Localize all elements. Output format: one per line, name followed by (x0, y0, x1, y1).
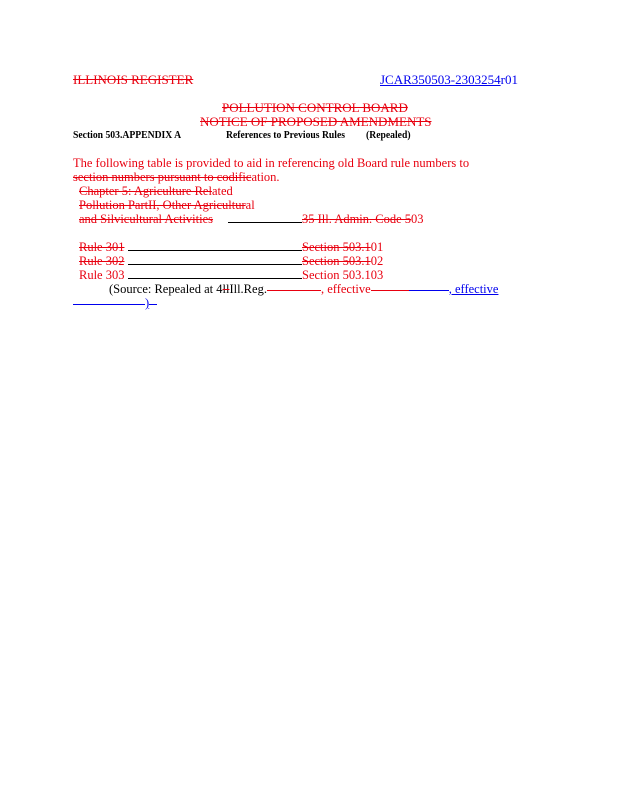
chapter-line-1: Chapter 5: Agriculture Related (79, 184, 233, 198)
chapter-line-2: Pollution PartII, Other Agricultural (79, 198, 255, 212)
source-effective-2: , effective (448, 282, 499, 296)
chapter-line-3: and Silvicultural Activities (79, 212, 214, 226)
chapter-leader-line (228, 222, 302, 223)
rule-row-3-label: Rule 303 (79, 268, 125, 282)
intro-line-1: The following table is provided to aid in referencing old Board rule numbers to (73, 156, 470, 170)
rule-row-3-leader (128, 278, 302, 279)
intro-struck-text: section numbers pursuant to codific (73, 170, 252, 184)
intro-line-2 (73, 170, 280, 185)
source-effective-1: , effective (320, 282, 371, 296)
notice-title: NOTICE OF PROPOSED AMENDMENTS (200, 114, 432, 129)
source-note (109, 282, 498, 297)
source-blank-1 (267, 290, 321, 291)
intro-tail-text: ation. (251, 170, 280, 184)
source-blank-2 (371, 290, 409, 291)
source-close-paren: ) (145, 296, 150, 310)
rule-row-2-label: Rule 302 (79, 254, 125, 268)
source-blank-4 (73, 304, 145, 305)
source-ireg: Ill.Reg. (229, 282, 267, 296)
rule-row-3-section: Section 503.103 (302, 268, 384, 282)
source-vol: ll (222, 282, 230, 296)
source-prefix: (Source: Repealed at 4 (109, 282, 223, 296)
rule-row-2-leader (128, 264, 302, 265)
source-blank-5 (149, 304, 157, 305)
jcar-id-main: JCAR350503-2303254 (380, 72, 501, 87)
jcar-id (380, 72, 518, 88)
rule-row-1-label: Rule 301 (79, 240, 125, 254)
chapter-ref: 35 Ill. Admin. Code 503 (302, 212, 424, 226)
rule-row-1-leader (128, 250, 302, 251)
source-blank-3 (409, 290, 449, 291)
rule-row-1-section: Section 503.101 (302, 240, 384, 254)
section-status: (Repealed) (366, 130, 411, 141)
section-title: References to Previous Rules (226, 130, 346, 141)
source-note-line-2 (73, 296, 157, 311)
rule-row-2-section: Section 503.102 (302, 254, 384, 268)
section-number: Section 503.APPENDIX A (73, 130, 182, 141)
jcar-id-suffix: r01 (500, 72, 518, 87)
register-title: ILLINOIS REGISTER (73, 72, 194, 87)
board-title: POLLUTION CONTROL BOARD (222, 100, 408, 115)
